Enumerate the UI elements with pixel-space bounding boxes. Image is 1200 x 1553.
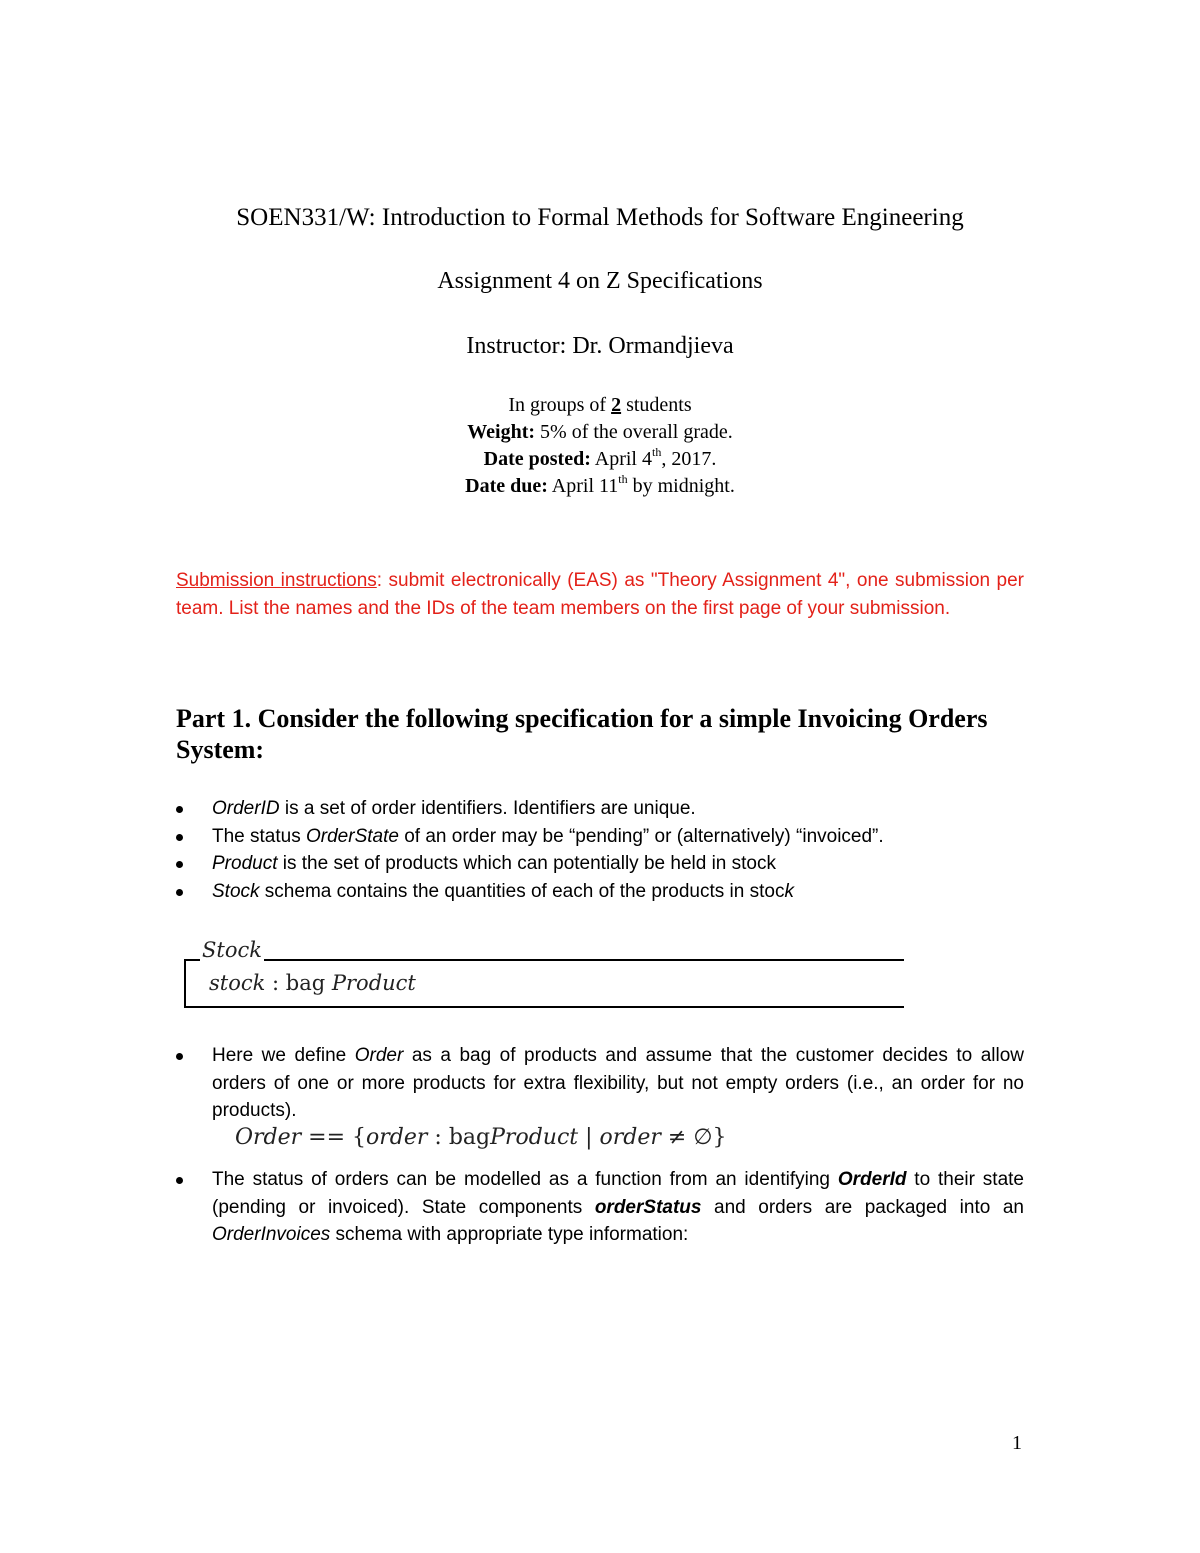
formula-bar: |: [578, 1125, 600, 1150]
list-item: [176, 878, 1024, 906]
weight-label: Weight:: [467, 421, 536, 443]
schema-type: Product: [331, 971, 416, 995]
term-product: Product: [212, 853, 278, 874]
item-middle-1: to their state (pending or invoiced). State components: [212, 1169, 1024, 1218]
formula-lhs: Order: [235, 1125, 302, 1150]
schema-name: Stock: [202, 938, 262, 962]
item-text: schema contains the quantities of each of the products in stoc: [259, 880, 785, 902]
order-status-list: [176, 1166, 1024, 1249]
schema-top-rule: [184, 959, 904, 961]
formula-bag-keyword: bag: [448, 1125, 491, 1150]
item-prefix: Here we define: [212, 1045, 355, 1066]
date-due-suffix: th: [618, 472, 628, 487]
item-text: is a set of order identifiers. Identifiers are unique.: [279, 798, 696, 819]
schema-colon: :: [265, 971, 286, 995]
bullet-icon: [176, 889, 183, 896]
definitions-list: [176, 795, 1024, 905]
stock-schema-box: [184, 936, 904, 1008]
item-text: of an order may be “pending” or (alternatively) “invoiced”.: [398, 825, 884, 847]
list-item: [176, 795, 1024, 823]
date-posted-year: , 2017.: [661, 448, 717, 470]
groups-suffix: students: [621, 394, 692, 416]
item-prefix: The status of orders can be modelled as a function from an identifying: [212, 1169, 838, 1190]
schema-bag-keyword: bag: [285, 971, 326, 995]
submission-label: Submission instructions: [176, 570, 377, 591]
groups-number: 2: [611, 394, 622, 416]
date-posted-value: April 4: [590, 448, 652, 470]
item-tail: k: [784, 880, 794, 902]
date-posted-suffix: th: [652, 445, 662, 460]
formula-variable-2: order: [599, 1125, 661, 1150]
item-middle-2: and orders are packaged into an: [701, 1196, 1024, 1218]
term-order: Order: [354, 1045, 404, 1066]
item-prefix: The status: [212, 825, 306, 847]
part1-heading: Part 1. Consider the following specification for a simple Invoicing Orders System:: [176, 704, 988, 764]
instructor-line: Instructor: Dr. Ormandjieva: [466, 333, 734, 359]
formula-type: Product: [490, 1125, 579, 1150]
weight-value: 5% of the overall grade.: [535, 421, 733, 443]
submission-instructions: [176, 567, 1024, 622]
term-orderid-bold: OrderId: [837, 1169, 907, 1190]
formula-variable: order: [366, 1125, 428, 1150]
list-item: [176, 850, 1024, 878]
list-item: [176, 823, 1024, 851]
date-due-line: [0, 472, 1200, 498]
date-due-time: by midnight.: [627, 475, 735, 497]
page-number: 1: [1012, 1432, 1022, 1454]
formula-operator: == {: [301, 1125, 367, 1150]
date-posted-line: [0, 445, 1200, 471]
list-item: [176, 1166, 1024, 1249]
schema-declaration: [209, 971, 416, 995]
term-stock: Stock: [212, 880, 260, 902]
item-text: as a bag of products and assume that the customer decides to allow orders of one or more products for extra flexibility, but not empty orders (i.e., an order for no products).: [212, 1045, 1024, 1121]
bullet-icon: [176, 834, 183, 841]
bullet-icon: [176, 1053, 183, 1060]
bullet-icon: [176, 861, 183, 868]
weight-line: [0, 421, 1200, 444]
schema-variable: stock: [209, 971, 266, 995]
list-item: [176, 1042, 1024, 1125]
date-posted-label: Date posted:: [483, 448, 591, 470]
order-formula: [235, 1125, 727, 1150]
item-suffix: schema with appropriate type information:: [330, 1224, 689, 1245]
schema-bottom-rule: [184, 1006, 904, 1008]
term-orderid: OrderID: [212, 798, 280, 819]
term-orderstatus: orderStatus: [594, 1196, 702, 1218]
bullet-icon: [176, 1177, 183, 1184]
submission-text: : submit electronically (EAS) as "Theory Assignment 4", one submission per team. List the names and the IDs of the team members on the first page of your submission.: [176, 570, 1024, 619]
assignment-title: Assignment 4 on Z Specifications: [437, 268, 763, 294]
formula-constraint: ≠ ∅}: [660, 1125, 727, 1150]
item-text: is the set of products which can potentially be held in stock: [277, 853, 776, 874]
groups-line: [0, 394, 1200, 417]
schema-left-rule: [184, 959, 186, 1007]
date-due-value: April 11: [547, 475, 619, 497]
term-orderstate: OrderState: [306, 825, 399, 847]
term-orderinvoices: OrderInvoices: [212, 1224, 331, 1245]
course-title: SOEN331/W: Introduction to Formal Methods for Software Engineering: [236, 204, 964, 231]
bullet-icon: [176, 806, 183, 813]
groups-prefix: In groups of: [508, 394, 612, 416]
order-definition-list: [176, 1042, 1024, 1125]
formula-colon: :: [427, 1125, 449, 1150]
date-due-label: Date due:: [465, 475, 548, 497]
